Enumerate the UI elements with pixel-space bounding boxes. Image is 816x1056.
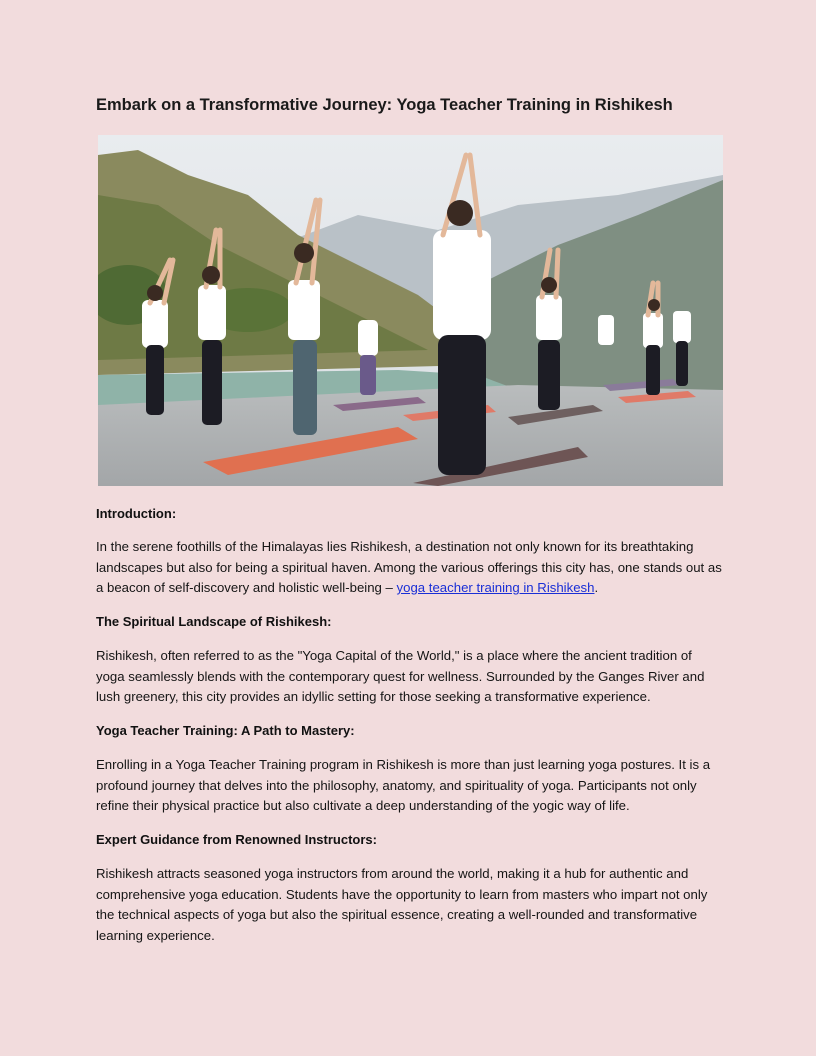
yoga-teacher-training-link[interactable]: yoga teacher training in Rishikesh <box>396 580 595 596</box>
section-heading-introduction: Introduction: <box>96 506 177 521</box>
section-text-expert-guidance: Rishikesh attracts seasoned yoga instructors from around the world, making it a hub for authentic and comprehensive yoga education. Students have the opportunity to learn from masters who impart not only the technical aspects of yoga but also the spiritual essence, creating a well-rounded and transformative learning experience. <box>96 866 708 943</box>
section-heading-yoga-teacher-training: Yoga Teacher Training: A Path to Mastery: <box>96 723 355 738</box>
section-heading-spiritual-landscape: The Spiritual Landscape of Rishikesh: <box>96 614 332 629</box>
section-text-yoga-teacher-training: Enrolling in a Yoga Teacher Training program in Rishikesh is more than just learning yoga postures. It is a profound journey that delves into the philosophy, anatomy, and spirituality of yoga. Participants not only refine their physical practice but also cultivate a deep understanding of the yogic way of life. <box>96 757 711 814</box>
section-text-introduction <box>96 537 722 599</box>
section-heading-expert-guidance: Expert Guidance from Renowned Instructors: <box>96 832 377 847</box>
page-title: Embark on a Transformative Journey: Yoga Teacher Training in Rishikesh <box>96 96 673 114</box>
intro-text-end: . <box>594 580 599 596</box>
intro-text: In the serene foothills of the Himalayas lies Rishikesh, a destination not only known for its breathtaking landscapes but also for being a spiritual haven. Among the various offerings this city has, one stands out as a beacon of self-discovery and holistic well-being – <box>96 539 722 596</box>
section-text-spiritual-landscape: Rishikesh, often referred to as the "Yoga Capital of the World," is a place where the ancient tradition of yoga seamlessly blends with the contemporary quest for wellness. Surrounded by the Ganges River and lush greenery, this city provides an idyllic setting for those seeking a transformative experience. <box>96 648 705 705</box>
yoga-class-photo <box>98 135 723 486</box>
